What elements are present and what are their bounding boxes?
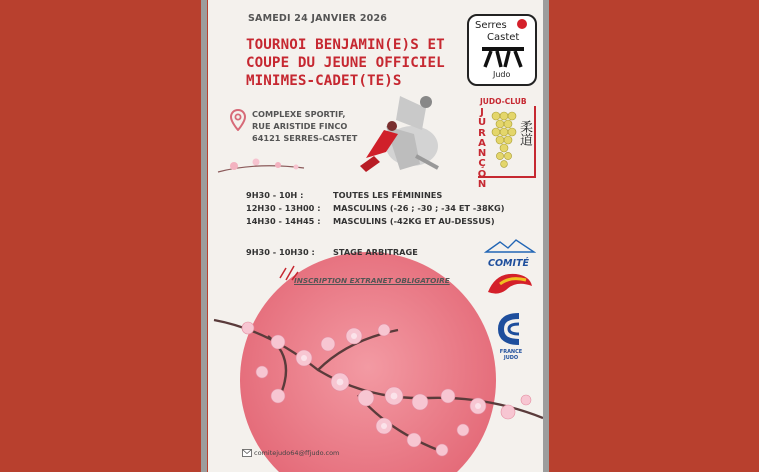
cherry-blossom-branch-small <box>216 150 306 180</box>
logo-text: Castet <box>487 32 520 43</box>
letter: O <box>477 168 487 180</box>
schedule-time: 9H30 - 10H30 : <box>246 247 315 257</box>
schedule-desc: MASCULINS (-26 ; -30 ; -34 ET -38KG) <box>333 203 505 213</box>
schedule-time: 14H30 - 14H45 : <box>246 216 321 226</box>
letter: R <box>478 127 486 139</box>
comite-badge-icon <box>486 268 534 296</box>
red-dot-icon <box>517 19 527 29</box>
schedule-desc: STAGE ARBITRAGE <box>333 247 418 257</box>
logo-text: FRANCE <box>499 349 523 355</box>
letter: A <box>478 137 486 149</box>
judoka-throw-illustration <box>356 86 448 178</box>
title-line: MINIMES-CADET(TE)S <box>246 73 402 89</box>
logo-text: Serres <box>475 20 507 31</box>
event-address <box>252 108 357 144</box>
title-line: COUPE DU JEUNE OFFICIEL <box>246 55 445 71</box>
schedule-desc: MASCULINS (-42KG ET AU-DESSUS) <box>333 216 495 226</box>
torii-gate-icon <box>481 46 525 68</box>
location-pin-icon <box>230 109 246 131</box>
letter: J <box>480 107 484 118</box>
comite-mountain-icon <box>484 238 536 254</box>
letter: Ç <box>478 158 486 170</box>
logo-text: JUDO <box>503 355 519 361</box>
event-date: SAMEDI 24 JANVIER 2026 <box>248 13 388 24</box>
grapes-icon <box>489 110 517 172</box>
serres-castet-judo-logo <box>467 14 537 86</box>
right-frame-edge <box>543 0 549 472</box>
letter: N <box>477 148 487 160</box>
comite-logo-text: COMITÉ <box>488 258 530 269</box>
judo-kanji: 柔道 <box>517 120 532 146</box>
title-line: TOURNOI BENJAMIN(E)S ET <box>246 37 445 53</box>
letter: U <box>477 117 487 129</box>
logo-text: Judo <box>493 70 511 79</box>
letter: N <box>477 179 487 191</box>
judo-club-title: JUDO-CLUB <box>480 97 527 106</box>
inscription-notice: INSCRIPTION EXTRANET OBLIGATOIRE <box>294 276 450 285</box>
contact-email: comitejudo64@ffjudo.com <box>254 449 340 457</box>
address-line: COMPLEXE SPORTIF, <box>252 109 346 119</box>
schedule-time: 12H30 - 13H00 : <box>246 203 321 213</box>
address-line: 64121 SERRES-CASTET <box>252 133 358 143</box>
schedule-time: 9H30 - 10H : <box>246 190 304 200</box>
mail-icon <box>242 449 252 457</box>
judo-club-name <box>476 108 488 190</box>
event-title <box>246 36 466 90</box>
cherry-blossom-branch-large <box>208 300 543 472</box>
left-frame-edge <box>201 0 207 472</box>
event-poster <box>208 0 543 472</box>
schedule-desc: TOUTES LES FÉMININES <box>333 190 443 200</box>
address-line: RUE ARISTIDE FINCO <box>252 121 348 131</box>
